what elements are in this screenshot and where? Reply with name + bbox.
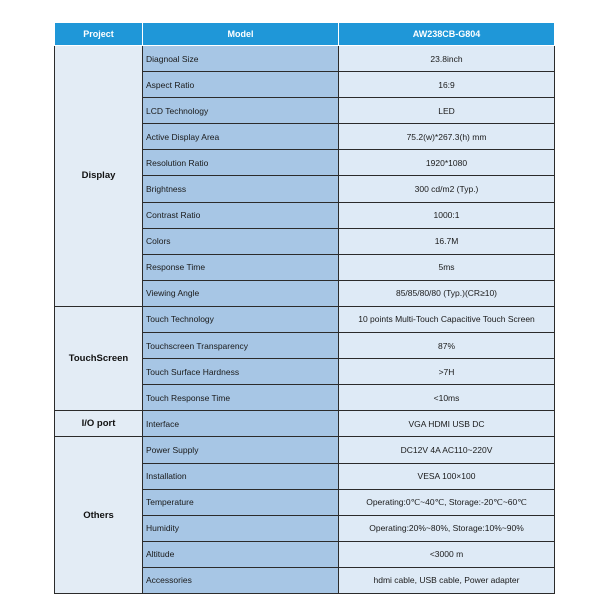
- table-row: [55, 437, 555, 463]
- param-value: 75.2(w)*267.3(h) mm: [339, 124, 555, 150]
- param-label: Aspect Ratio: [143, 72, 339, 98]
- table-row: [55, 411, 555, 437]
- param-value: >7H: [339, 359, 555, 385]
- param-label: Viewing Angle: [143, 280, 339, 306]
- param-label: Diagnoal Size: [143, 46, 339, 72]
- param-value: 1000:1: [339, 202, 555, 228]
- param-value: 1920*1080: [339, 150, 555, 176]
- group-label: TouchScreen: [55, 306, 143, 410]
- param-value: Operating:20%~80%, Storage:10%~90%: [339, 515, 555, 541]
- param-value: VGA HDMI USB DC: [339, 411, 555, 437]
- param-value: DC12V 4A AC110~220V: [339, 437, 555, 463]
- param-value: LED: [339, 98, 555, 124]
- param-label: Touch Surface Hardness: [143, 359, 339, 385]
- param-label: Contrast Ratio: [143, 202, 339, 228]
- table-row: [55, 46, 555, 72]
- param-value: 5ms: [339, 254, 555, 280]
- param-label: Resolution Ratio: [143, 150, 339, 176]
- param-label: Installation: [143, 463, 339, 489]
- param-label: Brightness: [143, 176, 339, 202]
- header-model-value: AW238CB-G804: [339, 23, 555, 46]
- param-label: Humidity: [143, 515, 339, 541]
- param-label: LCD Technology: [143, 98, 339, 124]
- param-value: 10 points Multi-Touch Capacitive Touch Screen: [339, 306, 555, 332]
- group-label: Others: [55, 437, 143, 594]
- param-label: Power Supply: [143, 437, 339, 463]
- param-value: <10ms: [339, 385, 555, 411]
- param-value: 85/85/80/80 (Typ.)(CR≥10): [339, 280, 555, 306]
- param-label: Active Display Area: [143, 124, 339, 150]
- spec-table: [54, 22, 555, 594]
- param-label: Altitude: [143, 541, 339, 567]
- param-label: Touch Technology: [143, 306, 339, 332]
- param-value: 23.8inch: [339, 46, 555, 72]
- param-value: hdmi cable, USB cable, Power adapter: [339, 567, 555, 593]
- header-project: Project: [55, 23, 143, 46]
- param-value: Operating:0℃~40℃, Storage:-20℃~60℃: [339, 489, 555, 515]
- param-value: VESA 100×100: [339, 463, 555, 489]
- group-label: I/O port: [55, 411, 143, 437]
- param-label: Accessories: [143, 567, 339, 593]
- param-value: <3000 m: [339, 541, 555, 567]
- group-label: Display: [55, 46, 143, 307]
- table-row: [55, 306, 555, 332]
- param-value: 87%: [339, 333, 555, 359]
- param-value: 300 cd/m2 (Typ.): [339, 176, 555, 202]
- param-label: Touchscreen Transparency: [143, 333, 339, 359]
- param-label: Interface: [143, 411, 339, 437]
- param-label: Response Time: [143, 254, 339, 280]
- param-label: Touch Response Time: [143, 385, 339, 411]
- header-row: [55, 23, 555, 46]
- spec-body: [55, 46, 555, 594]
- param-label: Colors: [143, 228, 339, 254]
- param-value: 16:9: [339, 72, 555, 98]
- param-label: Temperature: [143, 489, 339, 515]
- param-value: 16.7M: [339, 228, 555, 254]
- header-model: Model: [143, 23, 339, 46]
